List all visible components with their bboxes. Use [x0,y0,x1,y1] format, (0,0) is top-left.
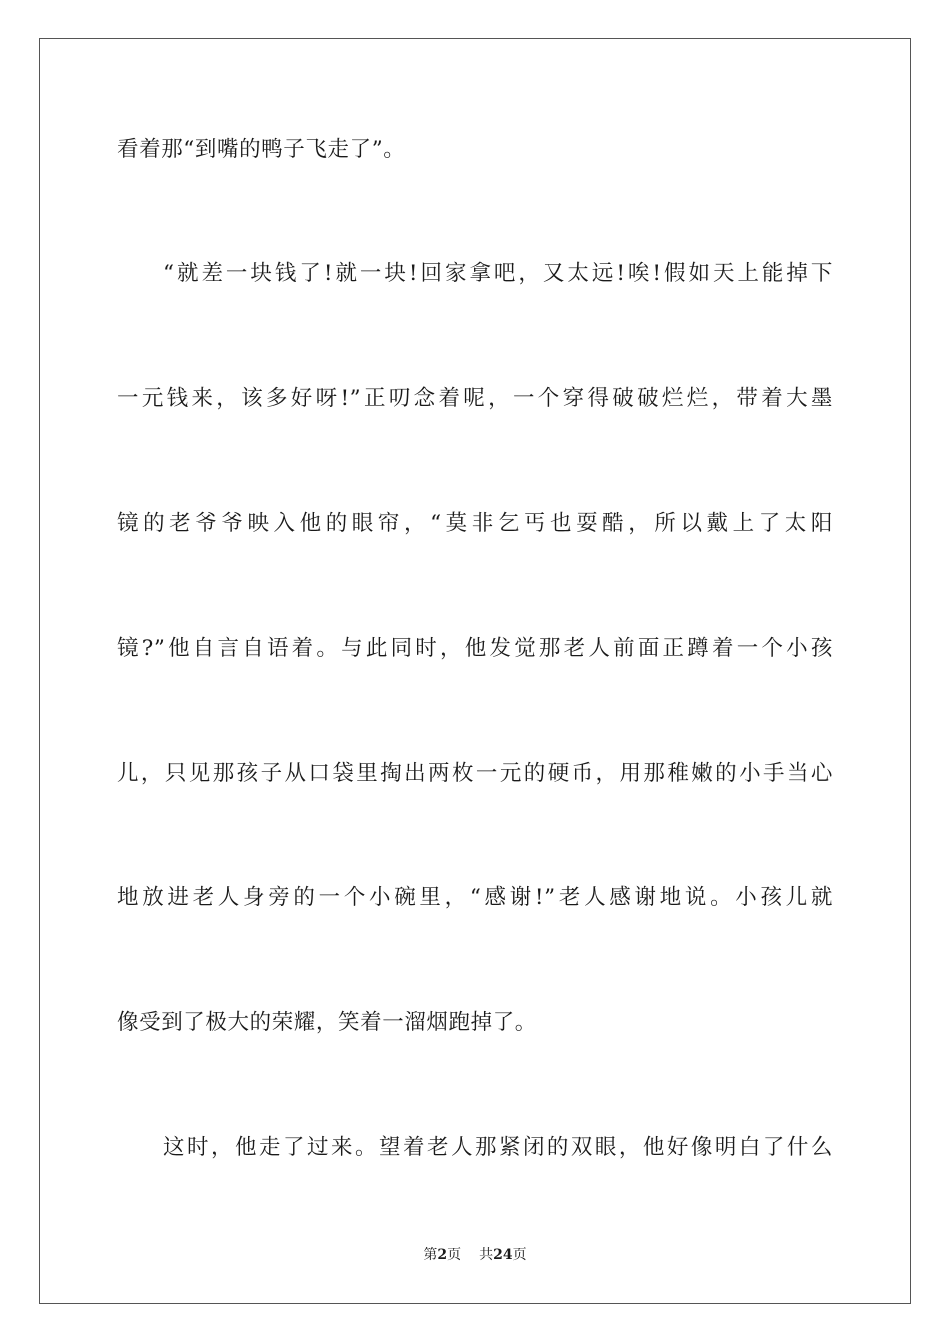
paragraph-line: “就差一块钱了!就一块!回家拿吧，又太远!唉!假如天上能掉下 [163,261,833,286]
page-current: 2 [437,1247,448,1263]
page-border [39,38,911,1304]
page-footer [0,1246,950,1264]
paragraph-line: 一元钱来，该多好呀!”正叨念着呢，一个穿得破破烂烂，带着大墨 [117,386,833,411]
page-total-label: 共24页 [479,1247,527,1263]
paragraph-line: 儿，只见那孩子从口袋里掏出两枚一元的硬币，用那稚嫩的小手当心 [117,761,833,786]
paragraph-line: 镜的老爷爷映入他的眼帘，“莫非乞丐也耍酷，所以戴上了太阳 [117,511,833,536]
page-total: 24 [493,1247,513,1263]
paragraph-line: 像受到了极大的荣耀，笑着一溜烟跑掉了。 [117,1010,537,1035]
paragraph-line: 这时，他走了过来。望着老人那紧闭的双眼，他好像明白了什么 [163,1135,833,1160]
page-number-label: 第2页 [423,1247,462,1263]
paragraph-line: 地放进老人身旁的一个小碗里，“感谢!”老人感谢地说。小孩儿就 [117,885,833,910]
paragraph-line: 看着那“到嘴的鸭子飞走了”。 [117,137,406,162]
paragraph-line: 镜?”他自言自语着。与此同时，他发觉那老人前面正蹲着一个小孩 [117,636,833,661]
